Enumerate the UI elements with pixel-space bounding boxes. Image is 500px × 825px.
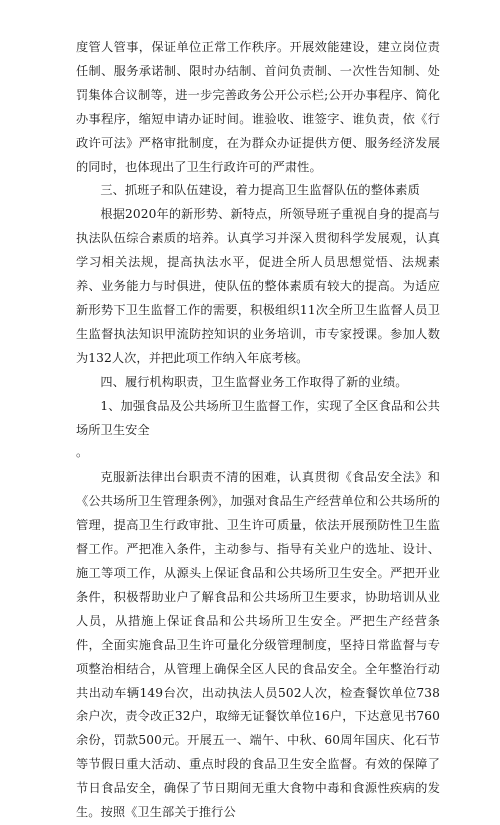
paragraph-end-mark: 。 (76, 445, 89, 460)
paragraph-food-safety: 克服新法律出台职责不清的困难，认真贯彻《食品安全法》和《公共场所卫生管理条例》，加强对食品生产经营单位和公共场所的管理，提高卫生行政审批、卫生许可质量，依法开展预防性卫生监督工作。严把准入条件，主动参与、指导有关业户的选址、设计、施工等项工作，从源头上保证食品和公共场所卫生安全。严把开业条件，积极帮助业户了解食品和公共场所卫生要求，协助培训从业人员，从措施上保证食品和公共场所卫生安全。严把生产经营条件，全面实施食品卫生许可量化分级管理制度，坚持日常监督与专项整治相结合，从管理上确保全区人民的食品安全。全年整治行动共出动车辆149台次，出动执法人员502人次，检查餐饮单位738余户次，责令改正32户，取缔无证餐饮单位16户，下达意见书760余份，罚款500元。开展五一、端午、中秋、60周年国庆、化石节等节假日重大活动、重点时段的食品卫生安全监督。有效的保障了节日食品安全，确保了节日期间无重大食物中毒和食源性疾病的发生。按照《卫生部关于推行公 (76, 470, 440, 820)
paragraph-team-building: 根据2020年的新形势、新特点，所领导班子重视自身的提高与执法队伍综合素质的培养。认真学习并深入贯彻科学发展观，认真学习相关法规，提高执法水平，促进全所人员思想觉悟、法规素养、业务能力与时俱进，使队伍的整体素质有较大的提高。为适应新形势下卫生监督工作的需要，积极组织11次全所卫生监督人员卫生监督执法知识甲流防控知识的业务培训，市专家授课。参加人数为132人次，并把此项工作纳入年底考核。 (76, 207, 440, 365)
paragraph-continued: 度管人管事，保证单位正常工作秩序。开展效能建设，建立岗位责任制、服务承诺制、限时办结制、首问负责制、一次性告知制、处罚集体合议制等，进一步完善政务公开公示栏;公开办事程序、简化办事程序，缩短申请办证时间。谁验收、谁签字、谁负责，依《行政许可法》严格审批制度，在为群众办证提供方便、服务经济发展的同时，也体现出了卫生行政许可的严肃性。 (76, 40, 440, 174)
section-heading-3: 三、抓班子和队伍建设，着力提高卫生监督队伍的整体素质 (100, 183, 420, 198)
section-heading-4: 四、履行机构职责，卫生监督业务工作取得了新的业绩。 (100, 374, 408, 389)
subsection-heading-1: 1、加强食品及公共场所卫生监督工作，实现了全区食品和公共场所卫生安全 (76, 398, 441, 437)
